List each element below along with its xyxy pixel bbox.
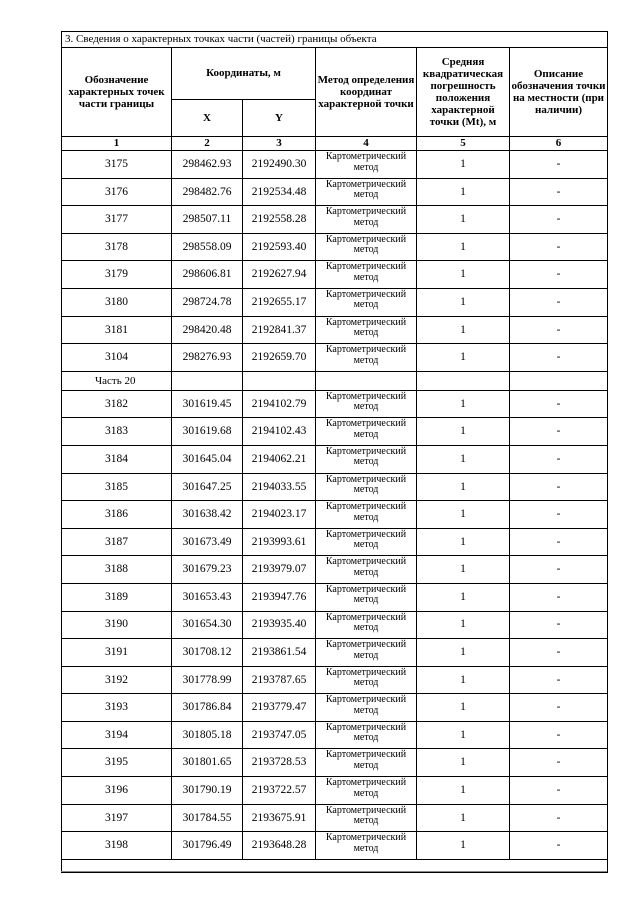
table-row — [62, 556, 608, 584]
x-coordinate-cell: 301778.99 — [172, 666, 243, 694]
column-number: 5 — [417, 137, 510, 151]
x-coordinate-cell: 301796.49 — [172, 832, 243, 860]
header-y: Y — [243, 100, 316, 137]
y-coordinate-cell: 2193935.40 — [243, 611, 316, 639]
description-cell: - — [510, 639, 608, 667]
y-coordinate-cell: 2193728.53 — [243, 749, 316, 777]
description-cell: - — [510, 418, 608, 446]
header-point-designation: Обозначение характерных точек части границы — [62, 48, 172, 137]
point-number-cell: 3187 — [62, 528, 172, 556]
y-coordinate-cell: 2193947.76 — [243, 583, 316, 611]
method-cell: Картометрический метод — [316, 390, 417, 418]
method-cell: Картометрический метод — [316, 151, 417, 179]
rms-error-cell: 1 — [417, 206, 510, 234]
header-rms-error: Средняя квадратическая погрешность положения характерной точки (Mt), м — [417, 48, 510, 137]
table-row — [62, 445, 608, 473]
y-coordinate-cell: 2194023.17 — [243, 501, 316, 529]
empty-cell — [316, 371, 417, 390]
description-cell: - — [510, 749, 608, 777]
method-cell: Картометрический метод — [316, 501, 417, 529]
method-cell: Картометрический метод — [316, 233, 417, 261]
table-row — [62, 501, 608, 529]
column-number: 2 — [172, 137, 243, 151]
rms-error-cell: 1 — [417, 316, 510, 344]
rms-error-cell: 1 — [417, 528, 510, 556]
rms-error-cell: 1 — [417, 583, 510, 611]
rms-error-cell: 1 — [417, 473, 510, 501]
x-coordinate-cell: 301805.18 — [172, 721, 243, 749]
table-row — [62, 261, 608, 289]
y-coordinate-cell: 2193747.05 — [243, 721, 316, 749]
table-row — [62, 418, 608, 446]
point-number-cell: 3183 — [62, 418, 172, 446]
x-coordinate-cell: 301638.42 — [172, 501, 243, 529]
point-number-cell: 3196 — [62, 777, 172, 805]
part-a-rows — [62, 151, 608, 372]
part-divider — [62, 371, 608, 390]
method-cell: Картометрический метод — [316, 206, 417, 234]
description-cell: - — [510, 777, 608, 805]
description-cell: - — [510, 390, 608, 418]
x-coordinate-cell: 298558.09 — [172, 233, 243, 261]
x-coordinate-cell: 301647.25 — [172, 473, 243, 501]
point-number-cell: 3195 — [62, 749, 172, 777]
point-number-cell: 3175 — [62, 151, 172, 179]
rms-error-cell: 1 — [417, 639, 510, 667]
table-row — [62, 777, 608, 805]
rms-error-cell: 1 — [417, 832, 510, 860]
y-coordinate-cell: 2194033.55 — [243, 473, 316, 501]
point-number-cell: 3191 — [62, 639, 172, 667]
table-row — [62, 611, 608, 639]
table-row — [62, 288, 608, 316]
point-number-cell: 3185 — [62, 473, 172, 501]
description-cell: - — [510, 206, 608, 234]
x-coordinate-cell: 301645.04 — [172, 445, 243, 473]
rms-error-cell: 1 — [417, 721, 510, 749]
point-number-cell: 3192 — [62, 666, 172, 694]
method-cell: Картометрический метод — [316, 639, 417, 667]
empty-cell — [417, 371, 510, 390]
description-cell: - — [510, 666, 608, 694]
point-number-cell: 3177 — [62, 206, 172, 234]
x-coordinate-cell: 301708.12 — [172, 639, 243, 667]
description-cell: - — [510, 611, 608, 639]
y-coordinate-cell: 2193648.28 — [243, 832, 316, 860]
y-coordinate-cell: 2192627.94 — [243, 261, 316, 289]
y-coordinate-cell: 2193779.47 — [243, 694, 316, 722]
table-row — [62, 206, 608, 234]
table-row — [62, 832, 608, 860]
table-row — [62, 151, 608, 179]
column-number-row — [62, 137, 608, 151]
method-cell: Картометрический метод — [316, 418, 417, 446]
rms-error-cell: 1 — [417, 611, 510, 639]
description-cell: - — [510, 445, 608, 473]
description-cell: - — [510, 721, 608, 749]
x-coordinate-cell: 298507.11 — [172, 206, 243, 234]
rms-error-cell: 1 — [417, 501, 510, 529]
column-number: 6 — [510, 137, 608, 151]
y-coordinate-cell: 2194062.21 — [243, 445, 316, 473]
point-number-cell: 3189 — [62, 583, 172, 611]
x-coordinate-cell: 301673.49 — [172, 528, 243, 556]
method-cell: Картометрический метод — [316, 832, 417, 860]
rms-error-cell: 1 — [417, 233, 510, 261]
y-coordinate-cell: 2194102.79 — [243, 390, 316, 418]
x-coordinate-cell: 301786.84 — [172, 694, 243, 722]
rms-error-cell: 1 — [417, 749, 510, 777]
y-coordinate-cell: 2194102.43 — [243, 418, 316, 446]
table-row — [62, 721, 608, 749]
description-cell: - — [510, 473, 608, 501]
rms-error-cell: 1 — [417, 418, 510, 446]
rms-error-cell: 1 — [417, 804, 510, 832]
method-cell: Картометрический метод — [316, 445, 417, 473]
method-cell: Картометрический метод — [316, 528, 417, 556]
rms-error-cell: 1 — [417, 445, 510, 473]
column-number: 4 — [316, 137, 417, 151]
characteristic-points-table — [61, 31, 608, 873]
point-number-cell: 3197 — [62, 804, 172, 832]
section-title: 3. Сведения о характерных точках части (частей) границы объекта — [62, 32, 608, 48]
document-page — [61, 31, 607, 873]
table-row — [62, 804, 608, 832]
table-row — [62, 178, 608, 206]
description-cell: - — [510, 261, 608, 289]
description-cell: - — [510, 151, 608, 179]
point-number-cell: 3181 — [62, 316, 172, 344]
table-row — [62, 390, 608, 418]
method-cell: Картометрический метод — [316, 666, 417, 694]
point-number-cell: 3198 — [62, 832, 172, 860]
header-coordinates: Координаты, м — [172, 48, 316, 100]
method-cell: Картометрический метод — [316, 178, 417, 206]
method-cell: Картометрический метод — [316, 316, 417, 344]
rms-error-cell: 1 — [417, 556, 510, 584]
x-coordinate-cell: 301784.55 — [172, 804, 243, 832]
x-coordinate-cell: 298420.48 — [172, 316, 243, 344]
column-number: 3 — [243, 137, 316, 151]
point-number-cell: 3182 — [62, 390, 172, 418]
point-number-cell: 3104 — [62, 344, 172, 372]
y-coordinate-cell: 2192841.37 — [243, 316, 316, 344]
method-cell: Картометрический метод — [316, 288, 417, 316]
table-row — [62, 316, 608, 344]
x-coordinate-cell: 301679.23 — [172, 556, 243, 584]
x-coordinate-cell: 301619.45 — [172, 390, 243, 418]
rms-error-cell: 1 — [417, 261, 510, 289]
table-row — [62, 344, 608, 372]
method-cell: Картометрический метод — [316, 261, 417, 289]
x-coordinate-cell: 301654.30 — [172, 611, 243, 639]
header-x: X — [172, 100, 243, 137]
x-coordinate-cell: 301790.19 — [172, 777, 243, 805]
y-coordinate-cell: 2193722.57 — [243, 777, 316, 805]
rms-error-cell: 1 — [417, 151, 510, 179]
x-coordinate-cell: 298276.93 — [172, 344, 243, 372]
description-cell: - — [510, 344, 608, 372]
point-number-cell: 3188 — [62, 556, 172, 584]
table-row — [62, 233, 608, 261]
point-number-cell: 3190 — [62, 611, 172, 639]
table-row — [62, 639, 608, 667]
point-number-cell: 3194 — [62, 721, 172, 749]
y-coordinate-cell: 2192534.48 — [243, 178, 316, 206]
y-coordinate-cell: 2193993.61 — [243, 528, 316, 556]
method-cell: Картометрический метод — [316, 694, 417, 722]
x-coordinate-cell: 301653.43 — [172, 583, 243, 611]
empty-cell — [172, 371, 243, 390]
y-coordinate-cell: 2193675.91 — [243, 804, 316, 832]
header-method: Метод определения координат характерной точки — [316, 48, 417, 137]
description-cell: - — [510, 832, 608, 860]
point-number-cell: 3179 — [62, 261, 172, 289]
table-row — [62, 528, 608, 556]
x-coordinate-cell: 298724.78 — [172, 288, 243, 316]
description-cell: - — [510, 233, 608, 261]
point-number-cell: 3186 — [62, 501, 172, 529]
method-cell: Картометрический метод — [316, 556, 417, 584]
rms-error-cell: 1 — [417, 178, 510, 206]
x-coordinate-cell: 298606.81 — [172, 261, 243, 289]
point-number-cell: 3176 — [62, 178, 172, 206]
method-cell: Картометрический метод — [316, 611, 417, 639]
rms-error-cell: 1 — [417, 777, 510, 805]
y-coordinate-cell: 2193861.54 — [243, 639, 316, 667]
description-cell: - — [510, 804, 608, 832]
rms-error-cell: 1 — [417, 666, 510, 694]
rms-error-cell: 1 — [417, 694, 510, 722]
y-coordinate-cell: 2192593.40 — [243, 233, 316, 261]
method-cell: Картометрический метод — [316, 583, 417, 611]
rms-error-cell: 1 — [417, 288, 510, 316]
y-coordinate-cell: 2192558.28 — [243, 206, 316, 234]
description-cell: - — [510, 288, 608, 316]
table-row — [62, 666, 608, 694]
method-cell: Картометрический метод — [316, 473, 417, 501]
description-cell: - — [510, 178, 608, 206]
y-coordinate-cell: 2193787.65 — [243, 666, 316, 694]
point-number-cell: 3193 — [62, 694, 172, 722]
description-cell: - — [510, 694, 608, 722]
x-coordinate-cell: 301619.68 — [172, 418, 243, 446]
y-coordinate-cell: 2192655.17 — [243, 288, 316, 316]
point-number-cell: 3180 — [62, 288, 172, 316]
table-row — [62, 473, 608, 501]
table-row — [62, 583, 608, 611]
description-cell: - — [510, 583, 608, 611]
rms-error-cell: 1 — [417, 344, 510, 372]
x-coordinate-cell: 301801.65 — [172, 749, 243, 777]
description-cell: - — [510, 316, 608, 344]
point-number-cell: 3184 — [62, 445, 172, 473]
part-b-rows — [62, 390, 608, 859]
empty-cell — [243, 371, 316, 390]
description-cell: - — [510, 556, 608, 584]
x-coordinate-cell: 298482.76 — [172, 178, 243, 206]
y-coordinate-cell: 2193979.07 — [243, 556, 316, 584]
header-description: Описание обозначения точки на местности (при наличии) — [510, 48, 608, 137]
footer-rule — [61, 871, 607, 872]
method-cell: Картометрический метод — [316, 344, 417, 372]
table-row — [62, 694, 608, 722]
rms-error-cell: 1 — [417, 390, 510, 418]
x-coordinate-cell: 298462.93 — [172, 151, 243, 179]
part-label: Часть 20 — [62, 371, 172, 390]
method-cell: Картометрический метод — [316, 804, 417, 832]
method-cell: Картометрический метод — [316, 749, 417, 777]
column-number: 1 — [62, 137, 172, 151]
method-cell: Картометрический метод — [316, 721, 417, 749]
description-cell: - — [510, 528, 608, 556]
y-coordinate-cell: 2192490.30 — [243, 151, 316, 179]
y-coordinate-cell: 2192659.70 — [243, 344, 316, 372]
method-cell: Картометрический метод — [316, 777, 417, 805]
description-cell: - — [510, 501, 608, 529]
point-number-cell: 3178 — [62, 233, 172, 261]
empty-cell — [510, 371, 608, 390]
table-row — [62, 749, 608, 777]
